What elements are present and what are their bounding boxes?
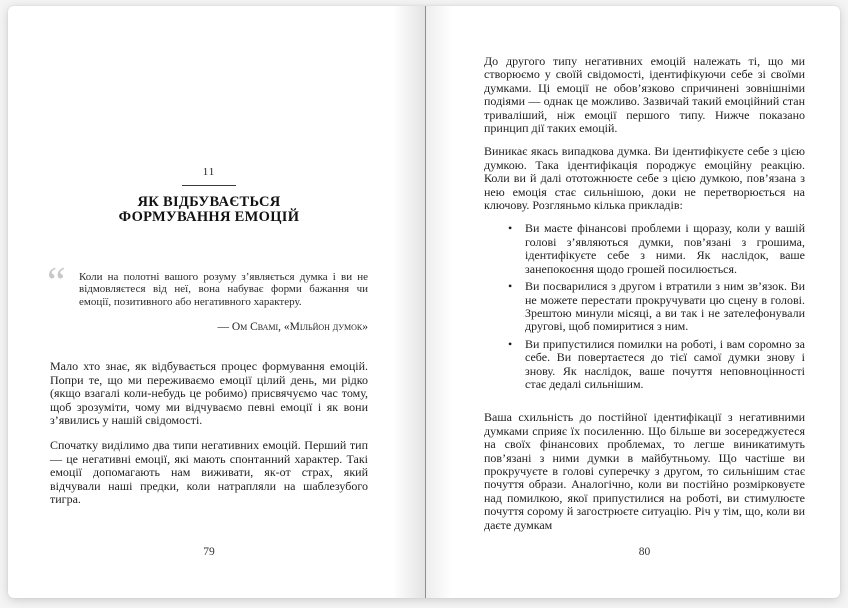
epigraph-attribution: — Ом Свамі, «Мільйон думок»: [217, 321, 368, 334]
page-right: [425, 6, 840, 598]
chapter-title-line1: ЯК ВІДБУВАЄТЬСЯ: [137, 194, 281, 210]
bullet-item: • Ви посварилися з другом і втратили з ним зв’язок. Ви не можете перестати прокручувати цю сцену в голові. Зрештою минули місяці, а ви так і не зателефонували другові, щоб помиритися з ним.: [508, 280, 805, 334]
epigraph: [47, 259, 368, 334]
body-paragraph: До другого типу негативних емоцій належать ті, що ми створюємо у своїй свідомості, ідентифікуючи себе зі своїми думками. Ці емоції не обов’язково спричинені зовнішніми подіями — однак це можливо. Зазвичай такий емоційний стан триваліший, ніж емоції першого типу. Нижче показано принцип дії таких емоцій.: [484, 54, 805, 136]
body-paragraph: Ваша схильність до постійної ідентифікації з негативними думками сприяє їх посиленню. Що більше ви зосереджуєтеся на своїх фінансових проблемах, то легше виникатимуть пов’язані з ними думки в майбутньому. Що частіше ви прокручуєте в голові суперечку з другом, то сильнішим стає почуття образи. Аналогічно, коли ви постійно розмірковуєте над помилкою, якої припустилися на роботі, ви стимулюєте почуття сорому й загострюєте ситуацію. Річ у тім, що, коли ви даєте думкам: [484, 410, 805, 532]
chapter-number: 11: [202, 166, 216, 178]
page-left: [8, 6, 425, 598]
book-spread: [8, 6, 840, 598]
body-paragraph: Мало хто знає, як відбувається процес формування емоцій. Попри те, що ми переживаємо емоції цілий день, ми рідко (якщо взагалі коли-небудь це робимо) присвячуємо час тому, щоб зрозуміти, чому ми відчуваємо певні емоції і як вони з’явились у нашій свідомості.: [50, 359, 368, 427]
epigraph-text: Коли на полотні вашого розуму з’являється думка і ви не відмовляєтеся від неї, вона набуває форми бажання чи емоції, позитивного або негативного характеру.: [79, 270, 368, 308]
bullet-item: • Ви припустилися помилки на роботі, і вам соромно за себе. Ви повертаєтеся до тієї самої думки знову і знову. Як наслідок, ваше почуття неповноцінності стає дедалі сильнішим.: [508, 338, 805, 392]
bullet-item: • Ви маєте фінансові проблеми і щоразу, коли у вашій голові з’являються думки, пов’язані з грошима, ідентифікуєте себе з ними. Як наслідок, ваше занепокоєння щодо грошей посилюється.: [508, 222, 805, 276]
quote-mark-icon: “: [47, 259, 66, 306]
body-paragraph: Виникає якась випадкова думка. Ви ідентифікуєте себе з цією думкою. Така ідентифікація породжує емоційну реакцію. Коли ви й далі ототожнюєте себе з цією думкою, пов’язана з нею емоція стає сильнішою, доки не перетворюється на ключову. Розгляньмо кілька прикладів:: [484, 144, 805, 213]
page-number-right: 80: [638, 546, 651, 558]
body-paragraph: Спочатку виділимо два типи негативних емоцій. Перший тип — це негативні емоції, які мають спонтанний характер. Такі емоції допомагають нам виживати, як-от страх, який відчували наші предки, коли натрапляли на шаблезубого тигра.: [50, 438, 368, 507]
chapter-title-line2: ФОРМУВАННЯ ЕМОЦІЙ: [118, 208, 300, 225]
page-number-left: 79: [203, 546, 215, 558]
chapter-title: [50, 195, 368, 225]
left-body-copy: [50, 360, 368, 506]
bullet-list: [508, 222, 805, 391]
right-body-copy: [484, 55, 805, 532]
chapter-divider: [182, 185, 236, 186]
